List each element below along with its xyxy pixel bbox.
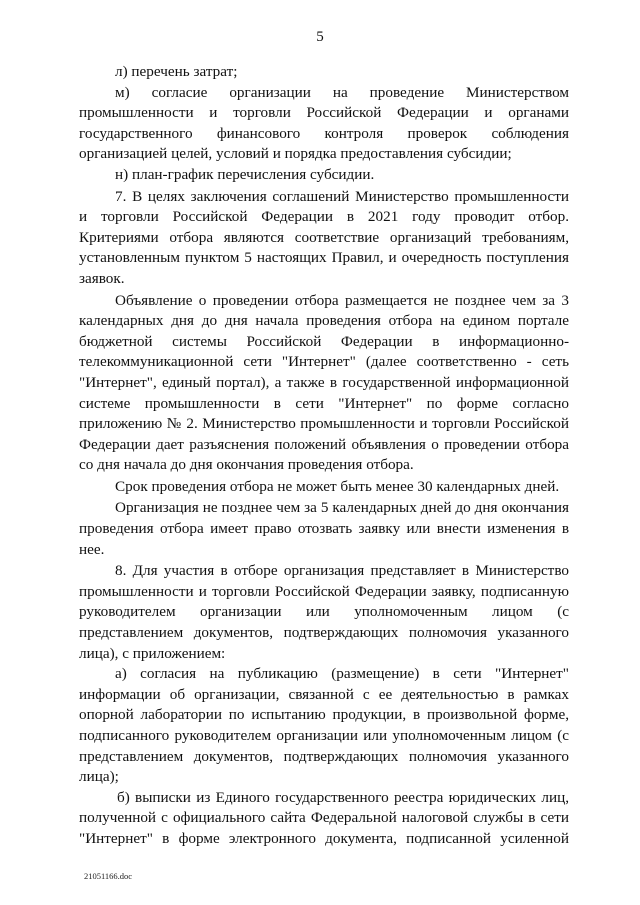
paragraph-item-l: л) перечень затрат;	[115, 63, 238, 80]
paragraph-item-a: а) согласия на публикацию (размещение) в сети "Интернет" информации об организации, связанной с ее деятельностью в рамках опорной лаборатории по испытанию продукции, в произвольной форме, подписанного руководителем организации или уполномоченным лицом (с представлением документов, подтверждающих полномочия указанного лица);	[79, 665, 569, 786]
paragraph-item-n: н) план-график перечисления субсидии.	[115, 165, 375, 183]
page-number: 5	[316, 29, 324, 45]
paragraph-item-m: м) согласие организации на проведение Министерством промышленности и торговли Российской Федерации и органами государственного финансового контроля проверок соблюдения организацией целей, условий и порядка предоставления субсидии;	[79, 83, 569, 163]
paragraph-item-b: б) выписки из Единого государственного реестра юридических лиц, полученной с официального сайта Федеральной налоговой службы в сети "Интернет" в форме электронного документа, подписанной усиленной	[79, 788, 569, 847]
document-body	[79, 62, 569, 850]
document-filename: 21051166.doc	[84, 871, 133, 881]
paragraph-section-7: 7. В целях заключения соглашений Министерство промышленности и торговли Российской Федерации в 2021 году проводит отбор. Критериями отбора являются соответствие организаций требованиям, установленным пунктом 5 настоящих Правил, и очередность поступления заявок.	[79, 187, 569, 287]
paragraph-announcement: Объявление о проведении отбора размещается не позднее чем за 3 календарных дня до дня начала проведения отбора на едином портале бюджетной системы Российской Федерации в информационно-телекоммуникационной сети "Интернет" (далее соответственно - сеть "Интернет", единый портал), а также в государственной информационной системе промышленности в сети "Интернет" по форме согласно приложению № 2. Министерство промышленности и торговли Российской Федерации дает разъяснения положений объявления о проведении отбора со дня начала до дня окончания проведения отбора.	[79, 291, 569, 474]
paragraph-section-8: 8. Для участия в отборе организация представляет в Министерство промышленности и торговли Российской Федерации заявку, подписанную руководителем организации или уполномоченным лицом (с представлением документов, подтверждающих полномочия указанного лица), с приложением:	[79, 562, 569, 662]
paragraph-withdrawal: Организация не позднее чем за 5 календарных дней до дня окончания проведения отбора имеет право отозвать заявку или внести изменения в нее.	[79, 499, 569, 558]
paragraph-selection-period: Срок проведения отбора не может быть менее 30 календарных дней.	[115, 477, 560, 495]
